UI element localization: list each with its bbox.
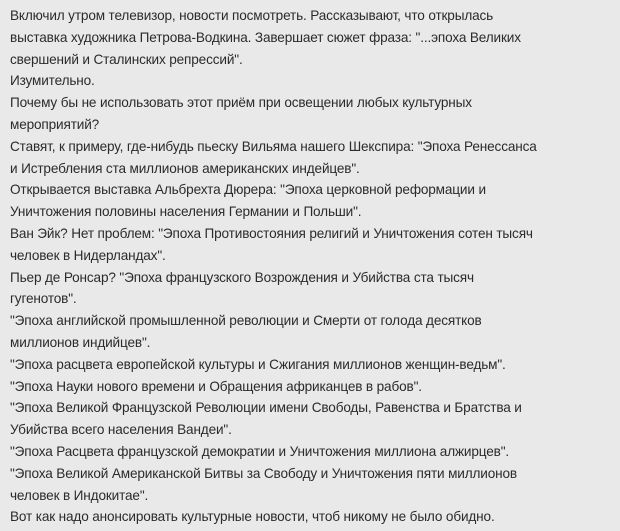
text-line: Убийства всего населения Вандеи". [10, 422, 232, 438]
text-line: Включил утром телевизор, новости посмотреть. Рассказывают, что открылась [10, 8, 494, 23]
text-line: "Эпоха Великой Американской Битвы за Свободу и Уничтожения пяти миллионов [10, 465, 517, 481]
text-line: Ван Эйк? Нет проблем: "Эпоха Противостояния религий и Уничтожения сотен тысяч [10, 225, 533, 241]
text-line: человек в Нидерландах". [10, 247, 166, 263]
text-line: свершений и Сталинских репрессий". [10, 51, 243, 67]
text-line: Открывается выставка Альбрехта Дюрера: "Эпоха церковной реформации и [10, 182, 486, 198]
text-line: Почему бы не использовать этот приём при освещении любых культурных [10, 95, 472, 111]
text-line: Пьер де Ронсар? "Эпоха французского Возрождения и Убийства ста тысяч [10, 269, 474, 285]
text-line: Уничтожения половины населения Германии и Польши". [10, 204, 362, 220]
text-line: "Эпоха английской промышленной революции и Смерти от голода десятков [10, 313, 482, 329]
text-line: Вот как надо анонсировать культурные новости, чтоб никому не было обидно. [10, 509, 495, 525]
text-line: гугенотов". [10, 291, 77, 307]
text-line: человек в Индокитае". [10, 487, 149, 503]
text-line: Ставят, к примеру, где-нибудь пьеску Вильяма нашего Шекспира: "Эпоха Ренессанса [10, 138, 537, 154]
text-line: миллионов индийцев". [10, 334, 151, 350]
text-line: выставка художника Петрова-Водкина. Завершает сюжет фраза: "...эпоха Великих [10, 29, 521, 45]
text-line: и Истребления ста миллионов американских индейцев". [10, 160, 360, 176]
text-line: Изумительно. [10, 73, 95, 89]
text-line: "Эпоха расцвета европейской культуры и Сжигания миллионов женщин-ведьм". [10, 356, 506, 372]
text-line: "Эпоха Расцвета французской демократии и Уничтожения миллиона алжирцев". [10, 443, 510, 459]
text-line: мероприятий? [10, 116, 100, 132]
text-line: "Эпоха Великой Французской Революции имени Свободы, Равенства и Братства и [10, 400, 522, 416]
text-line: "Эпоха Науки нового времени и Обращения африканцев в рабов". [10, 378, 422, 394]
post-text [10, 5, 614, 528]
